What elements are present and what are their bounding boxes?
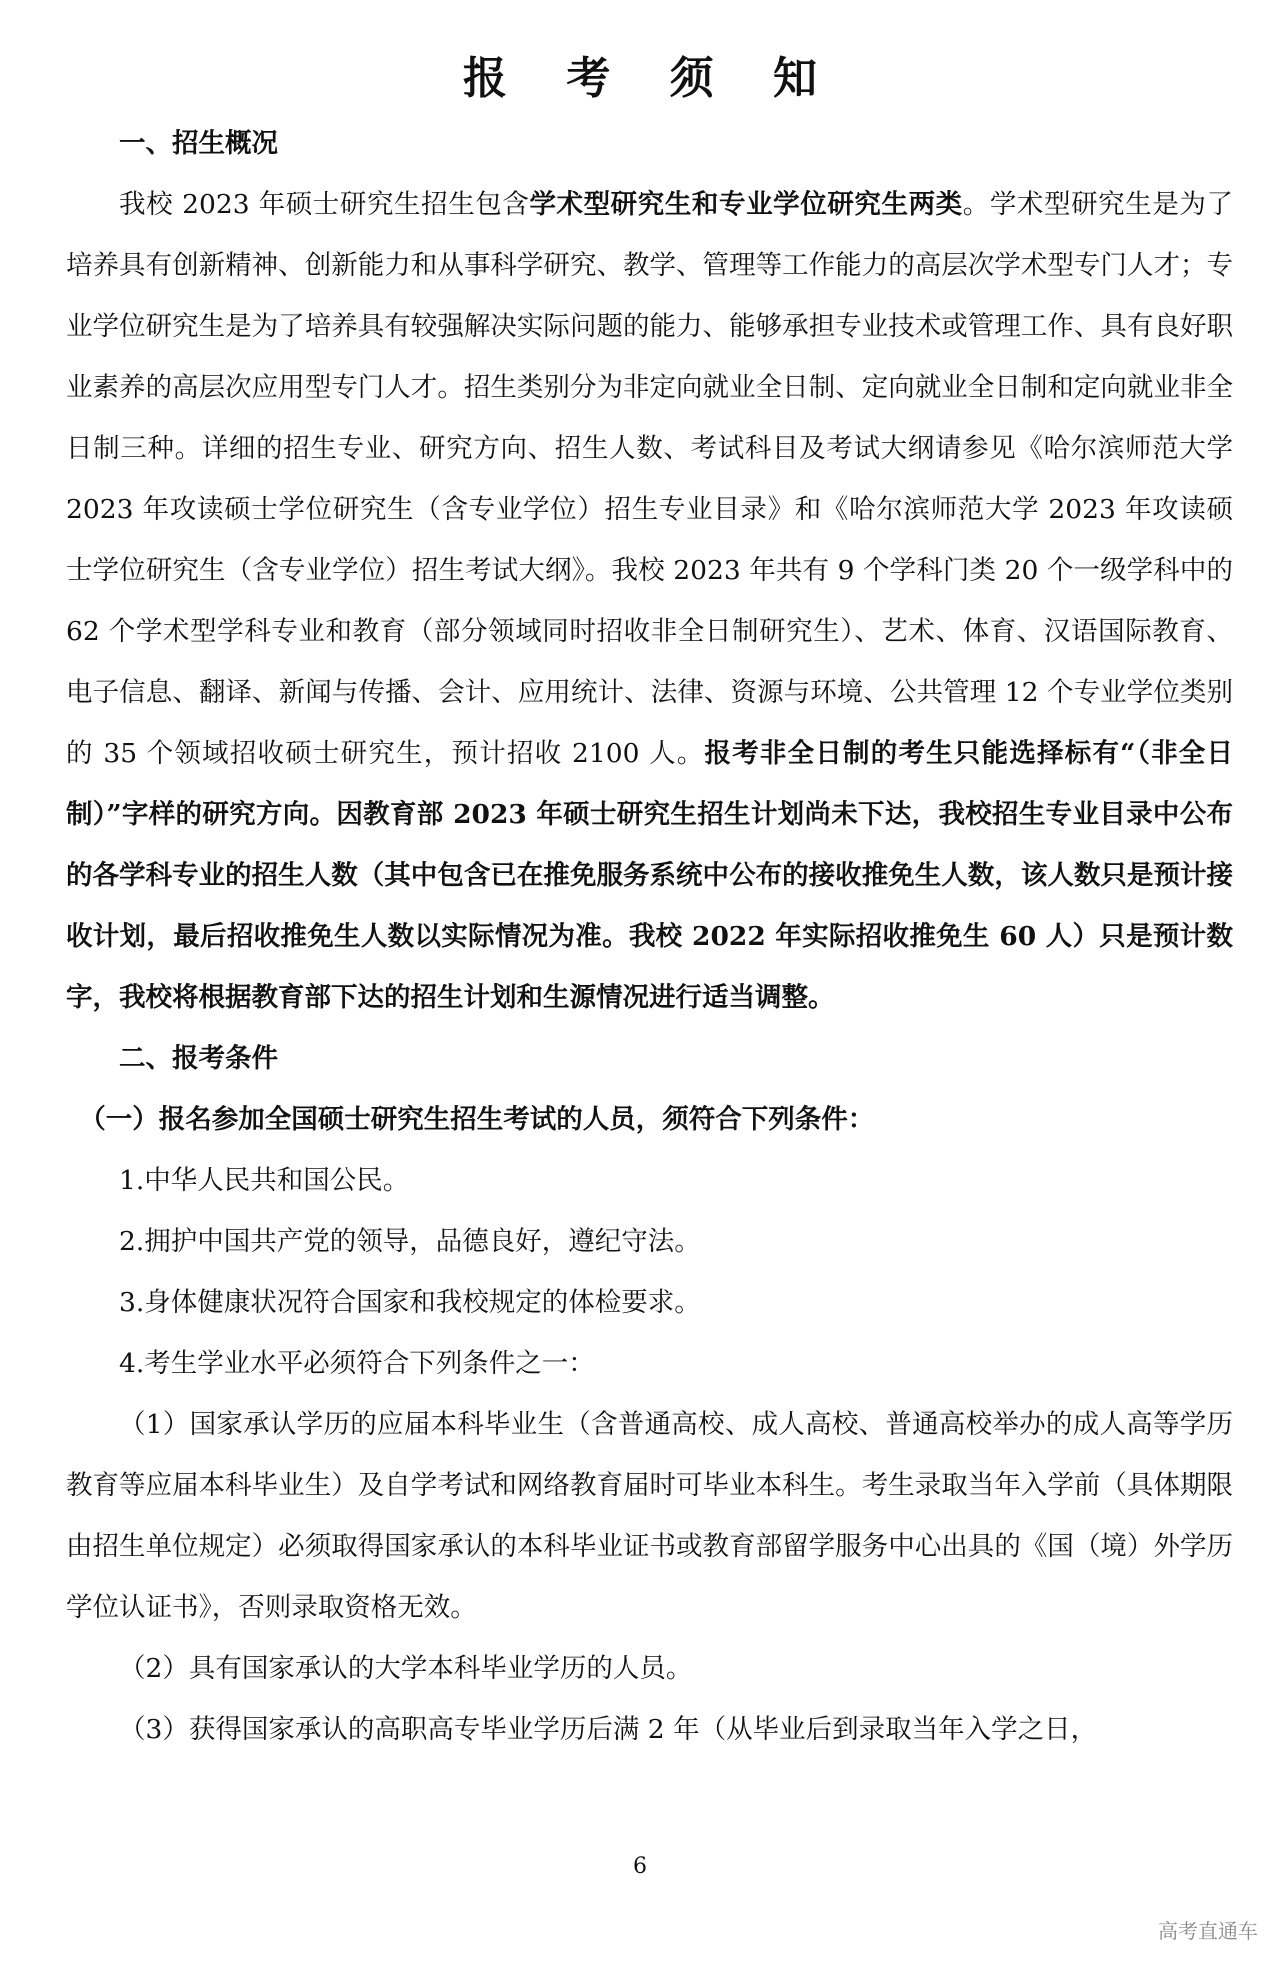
overview-text-intro: 我校 2023 年硕士研究生招生包含 — [119, 189, 530, 220]
section-heading-conditions: 二、报考条件 — [119, 1043, 278, 1074]
condition-sub-item: （1）国家承认学历的应届本科毕业生（含普通高校、成人高校、普通高校举办的成人高等学历教育等应届本科毕业生）及自学考试和网络教育届时可毕业本科生。考生录取当年入学前（具体期限由招生单位规定）必须取得国家承认的本科毕业证书或教育部留学服务中心出具的《国（境）外学历学位认证书》，否则录取资格无效。 — [66, 1409, 1233, 1623]
overview-text-details: 。学术型研究生是为了培养具有创新精神、创新能力和从事科学研究、教学、管理等工作能力的高层次学术型专门人才；专业学位研究生是为了培养具有较强解决实际问题的能力、能够承担专业技术或管理工作、具有良好职业素养的高层次应用型专门人才。招生类别分为非定向就业全日制、定向就业全日制和定向就业非全日制三种。详细的招生专业、研究方向、招生人数、考试科目及考试大纲请参见《哈尔滨师范大学 2023 年攻读硕士学位研究生（含专业学位）招生专业目录》和《哈尔滨师范大学 2023 年攻读硕士学位研究生（含专业学位）招生考试大纲》。我校 2023 年共有 9 个学科门类 20 个一级学科中的 62 个学术型学科专业和教育（部分领域同时招收非全日制研究生）、艺术、体育、汉语国际教育、电子信息、翻译、新闻与传播、会计、应用统计、法律、资源与环境、公共管理 12 个专业学位类别的 35 个领域招收硕士研究生，预计招收 2100 人。 — [66, 189, 1234, 769]
document-body — [66, 113, 1233, 1760]
condition-item: 3.身体健康状况符合国家和我校规定的体检要求。 — [119, 1287, 701, 1318]
condition-item: 2.拥护中国共产党的领导，品德良好，遵纪守法。 — [119, 1226, 701, 1257]
watermark: 高考直通车 — [1158, 1919, 1258, 1943]
condition-sub-item: （3）获得国家承认的高职高专毕业学历后满 2 年（从毕业后到录取当年入学之日， — [119, 1714, 1098, 1745]
page-title: 报 考 须 知 — [463, 53, 839, 104]
condition-item: 4.考生学业水平必须符合下列条件之一： — [119, 1348, 595, 1379]
condition-sub-item: （2）具有国家承认的大学本科毕业学历的人员。 — [119, 1653, 693, 1684]
condition-item: 1.中华人民共和国公民。 — [119, 1165, 410, 1196]
overview-text-notice: 报考非全日制的考生只能选择标有“（非全日制）”字样的研究方向。因教育部 2023 年硕士研究生招生计划尚未下达，我校招生专业目录中公布的各学科专业的招生人数（其中包含已在推免服务系统中公布的接收推免生人数，该人数只是预计接收计划，最后招收推免生人数以实际情况为准。我校 2022 年实际招收推免生 60 人）只是预计数字，我校将根据教育部下达的招生计划和生源情况进行适当调整。 — [66, 738, 1233, 1013]
page-number: 6 — [633, 1854, 647, 1879]
overview-text-types: 学术型研究生和专业学位研究生两类 — [529, 189, 963, 220]
overview-paragraph — [66, 174, 1233, 1028]
section-heading-overview: 一、招生概况 — [119, 128, 278, 159]
conditions-subheading: （一）报名参加全国硕士研究生招生考试的人员，须符合下列条件： — [79, 1104, 875, 1135]
